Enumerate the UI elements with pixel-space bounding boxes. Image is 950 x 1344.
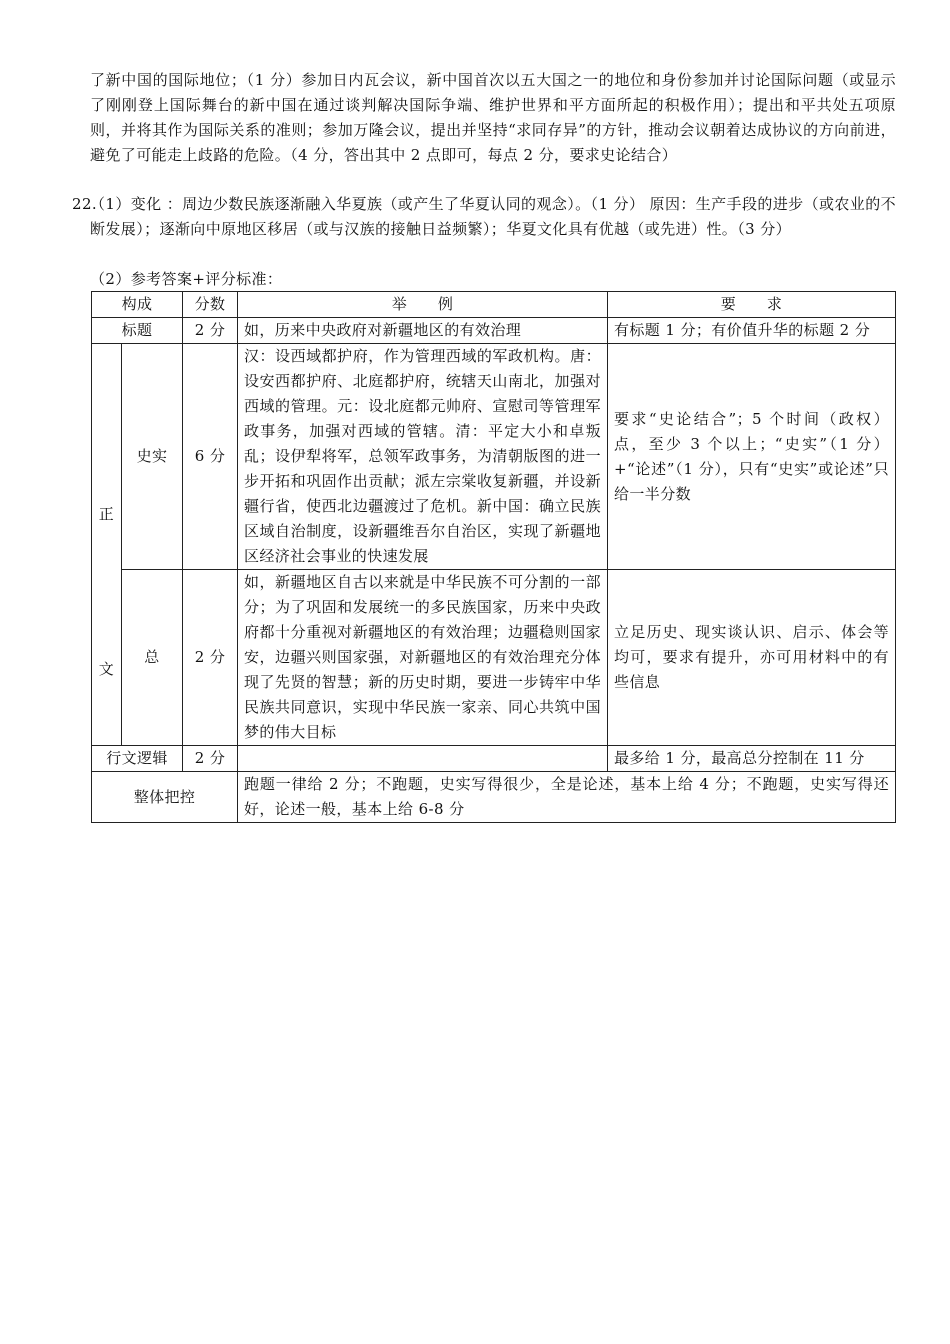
row-title-score: 2 分 xyxy=(183,318,238,344)
question-22 xyxy=(72,192,896,242)
row-summary-example: 如，新疆地区自古以来就是中华民族不可分割的一部分；为了巩固和发展统一的多民族国家，历来中央政府都十分重视对新疆地区的有效治理；边疆稳则国家安，边疆兴则国家强，对新疆地区的有效治理充分体现了先贤的智慧；新的历史时期，要进一步铸牢中华民族共同意识，实现中华民族一家亲、同心共筑中国梦的伟大目标 xyxy=(238,570,608,746)
row-title-label: 标题 xyxy=(92,318,183,344)
row-facts-score: 6 分 xyxy=(183,344,238,570)
row-overall-label: 整体把控 xyxy=(92,772,238,823)
row-logic-requirement: 最多给 1 分，最高总分控制在 11 分 xyxy=(608,746,896,772)
header-composition: 构成 xyxy=(92,292,183,318)
table-row-overall xyxy=(92,772,896,823)
row-summary-score: 2 分 xyxy=(183,570,238,746)
header-score: 分数 xyxy=(183,292,238,318)
table-row-summary xyxy=(92,570,896,746)
row-logic-score: 2 分 xyxy=(183,746,238,772)
row-summary-requirement: 立足历史、现实谈认识、启示、体会等均可，要求有提升，亦可用材料中的有些信息 xyxy=(608,570,896,746)
row-overall-text: 跑题一律给 2 分；不跑题，史实写得很少，全是论述，基本上给 4 分；不跑题，史实写得还好，论述一般，基本上给 6-8 分 xyxy=(238,772,896,823)
table-header-row xyxy=(92,292,896,318)
table-row-title xyxy=(92,318,896,344)
question-22-part-2-label: （2）参考答案+评分标准： xyxy=(90,270,283,288)
header-example: 举 例 xyxy=(238,292,608,318)
scoring-table xyxy=(91,291,896,823)
row-summary-label: 总 xyxy=(122,570,183,746)
row-title-example: 如，历来中央政府对新疆地区的有效治理 xyxy=(238,318,608,344)
header-requirement: 要 求 xyxy=(608,292,896,318)
row-facts-requirement: 要求“史论结合”；5 个时间（政权）点，至少 3 个以上；“史实”（1 分）+“论述”（1 分），只有“史实”或论述”只给一半分数 xyxy=(608,344,896,570)
question-22-part-1: （1）变化 ：周边少数民族逐渐融入华夏族（或产生了华夏认同的观念）。（1 分） 原因：生产手段的进步（或农业的不断发展）；逐渐向中原地区移居（或与汉族的接触日益频繁）；华夏文化具有优越（或先进）性。（3 分） xyxy=(90,195,896,238)
row-facts-example: 汉：设西域都护府，作为管理西域的军政机构。唐：设安西都护府、北庭都护府，统辖天山南北，加强对西域的管理。元：设北庭都元帅府、宣慰司等管理军政事务，加强对西域的管辖。清：平定大小和卓叛乱；设伊犁将军，总领军政事务，为清朝版图的进一步开拓和巩固作出贡献；派左宗棠收复新疆，并设新疆行省，使西北边疆渡过了危机。新中国：确立民族区域自治制度，设新疆维吾尔自治区，实现了新疆地区经济社会事业的快速发展 xyxy=(238,344,608,570)
row-logic-example xyxy=(238,746,608,772)
body-label-2: 文 xyxy=(98,660,115,678)
body-section-label xyxy=(92,344,122,746)
row-logic-label: 行文逻辑 xyxy=(92,746,183,772)
table-row-facts xyxy=(92,344,896,570)
question-number: 22. xyxy=(72,195,98,213)
row-facts-label: 史实 xyxy=(122,344,183,570)
intro-paragraph: 了新中国的国际地位；（1 分）参加日内瓦会议，新中国首次以五大国之一的地位和身份参加并讨论国际问题（或显示了刚刚登上国际舞台的新中国在通过谈判解决国际争端、维护世界和平方面所起的积极作用）；提出和平共处五项原则，并将其作为国际关系的准则；参加万隆会议，提出并坚持“求同存异”的方针，推动会议朝着达成协议的方向前进，避免了可能走上歧路的危险。（4 分，答出其中 2 点即可，每点 2 分，要求史论结合） xyxy=(90,71,896,164)
body-label-1: 正 xyxy=(98,505,115,523)
row-title-requirement: 有标题 1 分；有价值升华的标题 2 分 xyxy=(608,318,896,344)
table-row-logic xyxy=(92,746,896,772)
